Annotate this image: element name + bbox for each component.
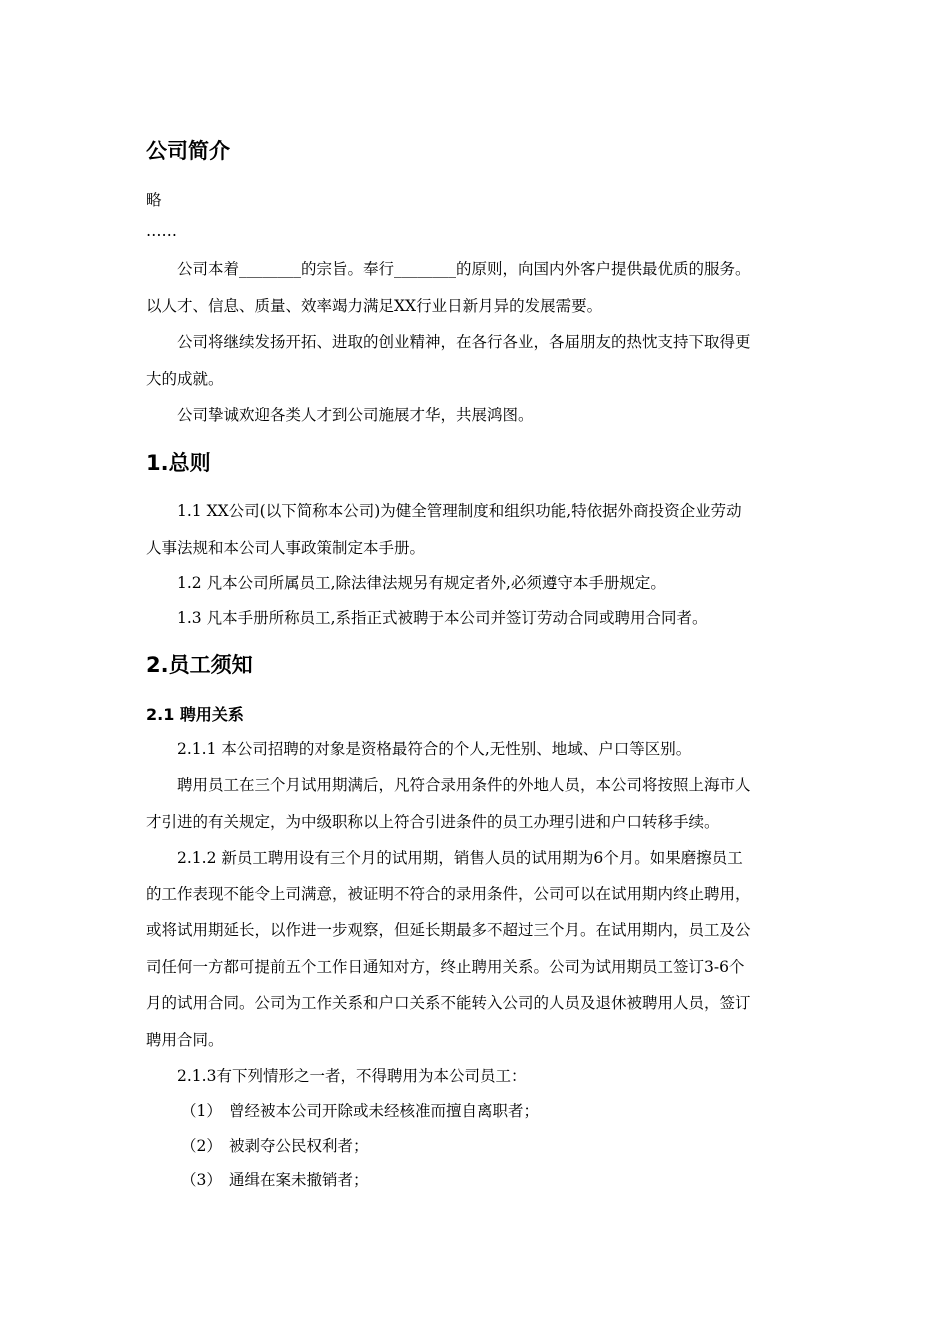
section2-p211: 2.1.1 本公司招聘的对象是资格最符合的个人,无性别、地域、户口等区别。 bbox=[177, 740, 692, 758]
intro-title: 公司简介 bbox=[146, 139, 230, 163]
section1-p3: 1.3 凡本手册所称员工,系指正式被聘于本公司并签订劳动合同或聘用合同者。 bbox=[177, 609, 708, 627]
section2-p213: 2.1.3有下列情形之一者，不得聘用为本公司员工： bbox=[177, 1067, 527, 1085]
intro-ellipsis: …… bbox=[146, 222, 177, 240]
list-item-text: 曾经被本公司开除或未经核准而擅自离职者； bbox=[229, 1102, 540, 1120]
section1-p1-line1: 1.1 XX公司(以下简称本公司)为健全管理制度和组织功能,特依据外商投资企业劳动 bbox=[177, 502, 742, 520]
list-item bbox=[181, 1101, 539, 1121]
list-item bbox=[181, 1170, 369, 1190]
section2-p212-line1: 2.1.2 新员工聘用设有三个月的试用期，销售人员的试用期为6个月。如果磨擦员工 bbox=[177, 849, 743, 867]
intro-para2-line2: 大的成就。 bbox=[146, 370, 224, 388]
section2-p212-line5: 月的试用合同。公司为工作关系和户口关系不能转入公司的人员及退休被聘用人员，签订 bbox=[146, 994, 751, 1012]
intro-para1-line2: 以人才、信息、质量、效率竭力满足XX行业日新月异的发展需要。 bbox=[146, 297, 603, 315]
section2-p212-line2: 的工作表现不能令上司满意，被证明不符合的录用条件，公司可以在试用期内终止聘用， bbox=[146, 885, 751, 903]
intro-para2-line1: 公司将继续发扬开拓、进取的创业精神，在各行各业，各届朋友的热忱支持下取得更 bbox=[177, 333, 751, 351]
section1-p2: 1.2 凡本公司所属员工,除法律法规另有规定者外,必须遵守本手册规定。 bbox=[177, 574, 666, 592]
section2-p212-line3: 或将试用期延长，以作进一步观察，但延长期最多不超过三个月。在试用期内，员工及公 bbox=[146, 921, 751, 939]
list-item-text: 通缉在案未撤销者； bbox=[229, 1171, 369, 1189]
section2-p211b-line1: 聘用员工在三个月试用期满后，凡符合录用条件的外地人员，本公司将按照上海市人 bbox=[177, 776, 751, 794]
intro-para3: 公司挚诚欢迎各类人才到公司施展才华，共展鸿图。 bbox=[177, 406, 534, 424]
section2-p212-line6: 聘用合同。 bbox=[146, 1031, 224, 1049]
section2-sub1-heading: 2.1 聘用关系 bbox=[146, 705, 244, 724]
section1-p1-line2: 人事法规和本公司人事政策制定本手册。 bbox=[146, 539, 426, 557]
list-item-number: （2） bbox=[181, 1137, 222, 1155]
intro-placeholder: 略 bbox=[146, 191, 162, 209]
section1-heading: 1.总则 bbox=[146, 451, 211, 475]
section2-p212-line4: 司任何一方都可提前五个工作日通知对方，终止聘用关系。公司为试用期员工签订3-6个 bbox=[146, 958, 745, 976]
intro-para1-line1: 公司本着________的宗旨。奉行________的原则，向国内外客户提供最优质的服务。 bbox=[177, 260, 751, 278]
list-item-text: 被剥夺公民权利者； bbox=[229, 1137, 369, 1155]
section2-p211b-line2: 才引进的有关规定，为中级职称以上符合引进条件的员工办理引进和户口转移手续。 bbox=[146, 813, 720, 831]
list-item bbox=[181, 1136, 369, 1156]
list-item-number: （3） bbox=[181, 1171, 222, 1189]
list-item-number: （1） bbox=[181, 1102, 222, 1120]
section2-heading: 2.员工须知 bbox=[146, 653, 253, 677]
